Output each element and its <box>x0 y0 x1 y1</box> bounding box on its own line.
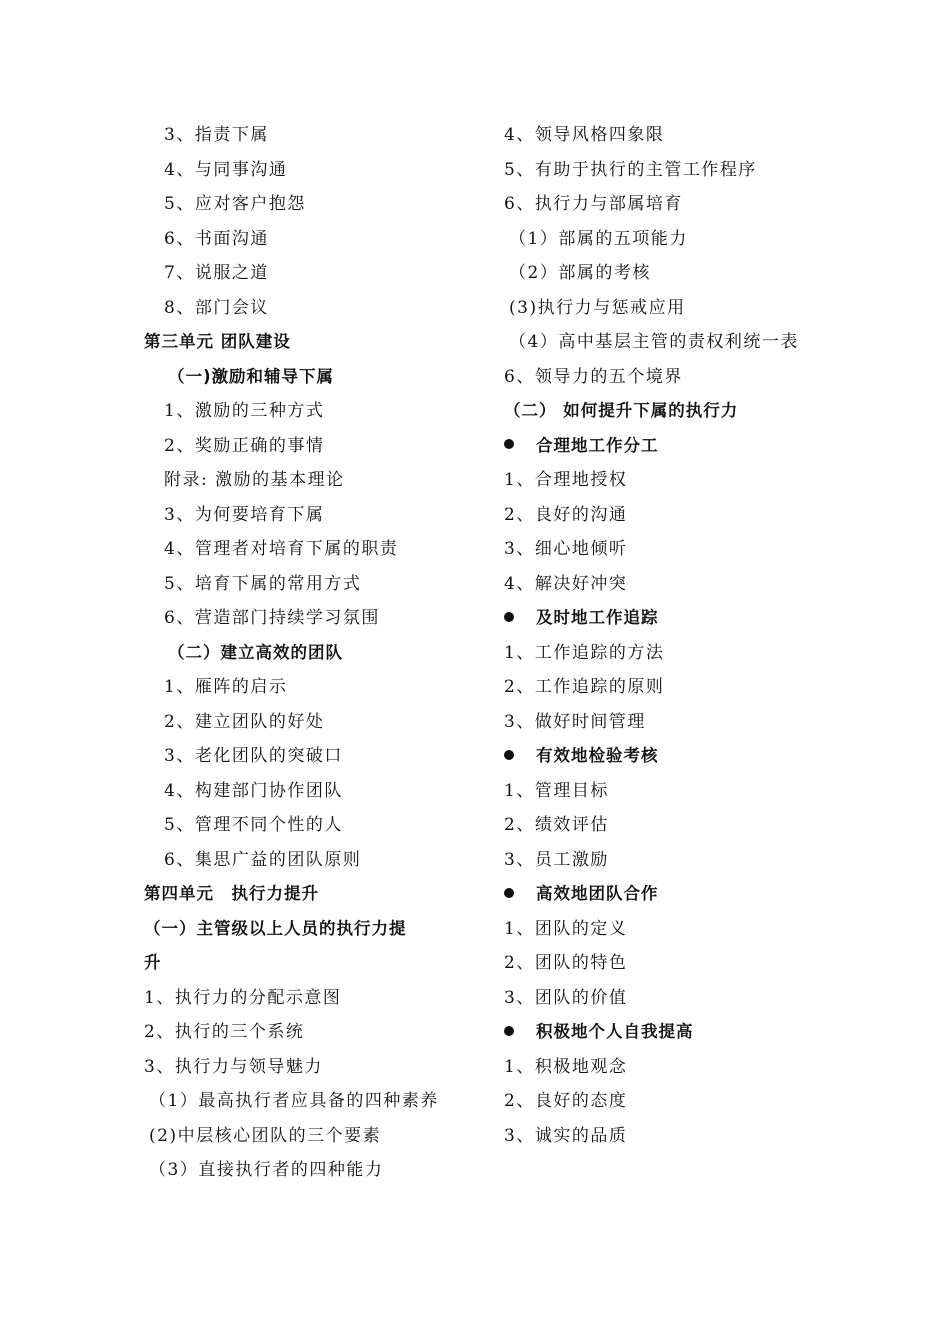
section-heading: （二） 如何提升下属的执行力 <box>504 401 739 420</box>
bullet-dot-icon <box>504 750 514 760</box>
list-item: 3、做好时间管理 <box>504 711 646 732</box>
list-item: 4、与同事沟通 <box>164 159 288 180</box>
list-item: 4、构建部门协作团队 <box>164 780 343 801</box>
bullet-heading <box>504 601 834 636</box>
list-item: 1、积极地观念 <box>504 1056 628 1077</box>
bullet-heading-text: 积极地个人自我提高 <box>536 1022 694 1041</box>
list-item: 6、书面沟通 <box>164 228 269 249</box>
bullet-dot-icon <box>504 612 514 622</box>
list-item: 1、雁阵的启示 <box>164 677 288 697</box>
list-item: 4、管理者对培育下属的职责 <box>164 539 399 559</box>
bullet-heading-text: 有效地检验考核 <box>536 746 659 765</box>
list-item: （3）直接执行者的四种能力 <box>149 1160 384 1180</box>
bullet-heading-text: 合理地工作分工 <box>536 435 659 455</box>
list-item: 3、指责下属 <box>164 125 269 145</box>
list-item: 7、说服之道 <box>164 263 269 283</box>
list-item: 6、集思广益的团队原则 <box>164 849 362 870</box>
list-item: 3、老化团队的突破口 <box>164 746 343 766</box>
section-heading: （一）主管级以上人员的执行力提 <box>144 918 407 938</box>
bullet-heading-text: 及时地工作追踪 <box>536 608 659 627</box>
list-item: 3、团队的价值 <box>504 987 628 1008</box>
list-item: 8、部门会议 <box>164 297 269 318</box>
list-item: 3、诚实的品质 <box>504 1125 628 1146</box>
list-item: 1、合理地授权 <box>504 470 628 490</box>
list-item: 1、团队的定义 <box>504 918 628 939</box>
bullet-dot-icon <box>504 439 514 449</box>
list-item: 2、工作追踪的原则 <box>504 677 665 697</box>
list-item: (3)执行力与惩戒应用 <box>509 297 686 318</box>
bullet-heading <box>504 877 834 912</box>
section-heading: 第三单元 团队建设 <box>144 332 291 351</box>
list-item: 1、执行力的分配示意图 <box>144 987 342 1008</box>
section-heading: 升 <box>144 953 162 972</box>
list-item: 5、有助于执行的主管工作程序 <box>504 159 757 180</box>
list-item: 2、团队的特色 <box>504 953 628 973</box>
list-item: 5、培育下属的常用方式 <box>164 573 362 594</box>
list-item: 3、员工激励 <box>504 849 609 870</box>
list-item: 3、执行力与领导魅力 <box>144 1056 323 1077</box>
list-item: 2、良好的态度 <box>504 1091 628 1111</box>
list-item: 1、激励的三种方式 <box>164 401 325 421</box>
bullet-dot-icon <box>504 1026 514 1036</box>
section-heading: 第四单元 执行力提升 <box>144 884 319 903</box>
list-item: （2）部属的考核 <box>509 263 651 283</box>
list-item: （1）最高执行者应具备的四种素养 <box>149 1091 439 1111</box>
list-item: 6、领导力的五个境界 <box>504 366 683 387</box>
bullet-heading <box>504 429 834 464</box>
list-item: 6、营造部门持续学习氛围 <box>164 608 380 628</box>
list-item: 2、奖励正确的事情 <box>164 435 325 456</box>
list-item: 4、领导风格四象限 <box>504 125 665 145</box>
list-item: 6、执行力与部属培育 <box>504 194 683 214</box>
list-item: 1、管理目标 <box>504 780 609 801</box>
list-item: （1）部属的五项能力 <box>509 228 688 249</box>
list-item: 5、管理不同个性的人 <box>164 815 343 835</box>
list-item: 2、建立团队的好处 <box>164 711 325 732</box>
bullet-heading <box>504 739 834 774</box>
list-item: 2、执行的三个系统 <box>144 1022 305 1042</box>
left-column <box>144 118 474 1188</box>
list-item: 附录: 激励的基本理论 <box>164 470 345 490</box>
list-item: 1、工作追踪的方法 <box>504 642 665 663</box>
list-item: 2、绩效评估 <box>504 815 609 835</box>
list-item: (2)中层核心团队的三个要素 <box>149 1125 382 1146</box>
bullet-heading-text: 高效地团队合作 <box>536 884 659 903</box>
section-heading: （一)激励和辅导下属 <box>168 366 335 386</box>
list-item: 3、为何要培育下属 <box>164 504 325 525</box>
list-item: 2、良好的沟通 <box>504 504 628 525</box>
section-heading: （二）建立高效的团队 <box>168 642 343 662</box>
list-item: 5、应对客户抱怨 <box>164 194 306 214</box>
list-item: （4）高中基层主管的责权利统一表 <box>509 332 799 352</box>
list-item: 4、解决好冲突 <box>504 573 628 594</box>
bullet-dot-icon <box>504 888 514 898</box>
list-item: 3、细心地倾听 <box>504 539 628 559</box>
right-column <box>504 118 834 1153</box>
bullet-heading <box>504 1015 834 1050</box>
